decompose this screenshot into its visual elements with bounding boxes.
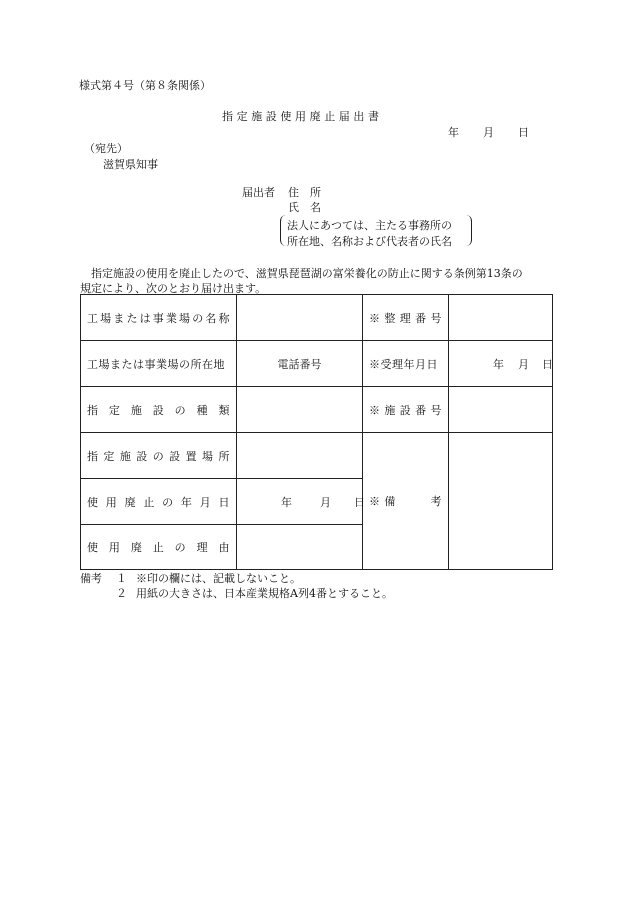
date-year-label: 年 bbox=[448, 126, 459, 139]
notes-label: 備考 bbox=[80, 572, 102, 585]
form-number: 様式第４号（第８条関係） bbox=[79, 79, 211, 92]
notifier-name-label: 氏 名 bbox=[288, 201, 321, 214]
intro-line1: 指定施設の使用を廃止したので、滋賀県琵琶湖の富栄養化の防止に関する条例第13条の bbox=[80, 267, 523, 280]
document-title: 指定施設使用廃止届出書 bbox=[222, 110, 383, 123]
facility-name-field[interactable] bbox=[237, 295, 363, 341]
remarks-field bbox=[449, 433, 553, 570]
facility-name-label: 工場または事業場の名称 bbox=[81, 295, 237, 341]
notifier-label: 届出者 bbox=[242, 186, 275, 199]
note-1-text: ※印の欄には、記載しないこと。 bbox=[136, 572, 301, 585]
received-day-label: 日 bbox=[542, 357, 553, 371]
install-location-label: 指定施設の設置場所 bbox=[81, 433, 237, 479]
reference-number-label: ※整理番号 bbox=[363, 295, 449, 341]
stop-month-label: 月 bbox=[320, 495, 331, 509]
table-row bbox=[81, 295, 553, 341]
facility-type-field[interactable] bbox=[237, 387, 363, 433]
received-year-label: 年 bbox=[493, 357, 504, 371]
corporation-note bbox=[280, 215, 472, 246]
note-1-number: １ bbox=[116, 572, 127, 585]
facility-number-field bbox=[449, 387, 553, 433]
received-date-field bbox=[449, 341, 553, 387]
date-day-label: 日 bbox=[518, 126, 529, 139]
reference-number-field bbox=[449, 295, 553, 341]
note-2-text: 用紙の大きさは、日本産業規格A列4番とすること。 bbox=[136, 587, 393, 600]
addressee-label: （宛先） bbox=[84, 142, 128, 155]
facility-location-label: 工場または事業場の所在地 bbox=[81, 341, 237, 387]
received-month-label: 月 bbox=[518, 357, 529, 371]
phone-number-label: 電話番号 bbox=[277, 357, 322, 371]
facility-type-label: 指定施設の種類 bbox=[81, 387, 237, 433]
notifier-address-label: 住 所 bbox=[288, 186, 321, 199]
note-2-number: ２ bbox=[116, 587, 127, 600]
table-row bbox=[81, 387, 553, 433]
facility-number-label: ※施設番号 bbox=[363, 387, 449, 433]
stop-day-label: 日 bbox=[354, 495, 365, 509]
stop-date-field[interactable] bbox=[237, 479, 363, 525]
date-month-label: 月 bbox=[483, 126, 494, 139]
notification-form-table bbox=[80, 294, 553, 570]
stop-year-label: 年 bbox=[281, 495, 292, 509]
table-row bbox=[81, 433, 553, 479]
facility-location-field[interactable] bbox=[237, 341, 363, 387]
received-date-label: ※受理年月日 bbox=[363, 341, 449, 387]
stop-reason-field[interactable] bbox=[237, 525, 363, 570]
addressee-name: 滋賀県知事 bbox=[103, 158, 158, 171]
stop-reason-label: 使用廃止の理由 bbox=[81, 525, 237, 570]
install-location-field[interactable] bbox=[237, 433, 363, 479]
remarks-label: ※備 考 bbox=[363, 433, 449, 570]
table-row bbox=[81, 341, 553, 387]
stop-date-label: 使用廃止の年月日 bbox=[81, 479, 237, 525]
corporation-note-line2: 所在地、名称および代表者の氏名 bbox=[287, 235, 452, 248]
intro-text bbox=[80, 266, 523, 296]
intro-line2: 規定により、次のとおり届け出ます。 bbox=[80, 282, 267, 295]
corporation-note-line1: 法人にあつては、主たる事務所の bbox=[287, 219, 452, 232]
